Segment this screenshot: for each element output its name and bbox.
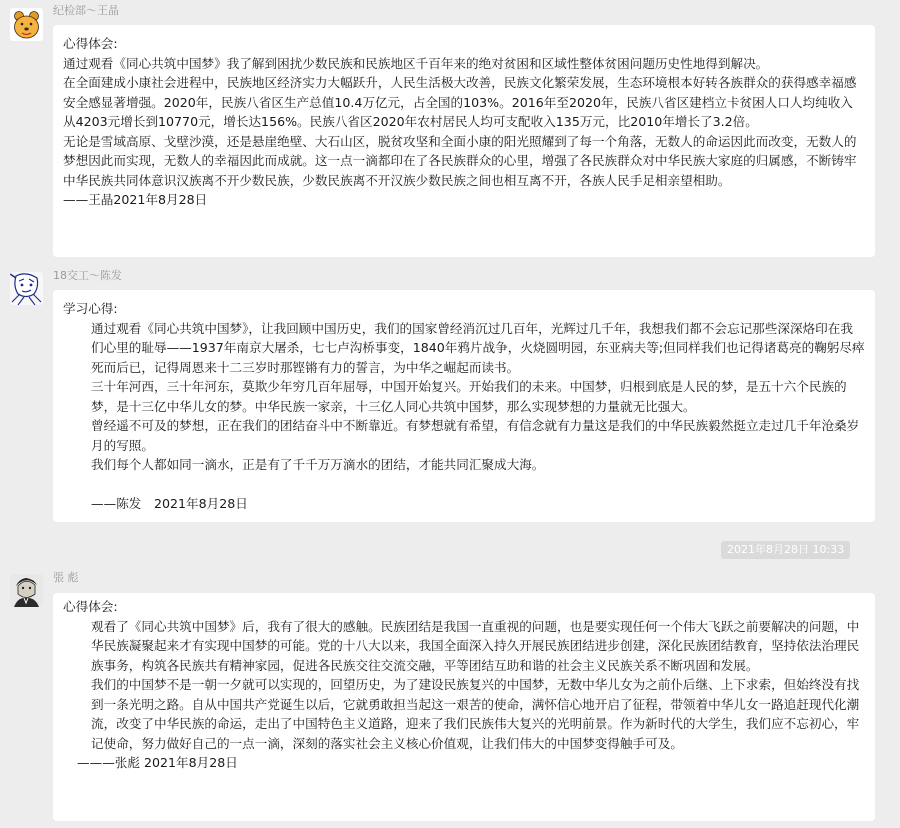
message-text: 无论是雪域高原、戈壁沙漠，还是悬崖绝壁、大石山区，脱贫攻坚和全面小康的阳光照耀到了每一个角落，无数人的命运因此而改变，无数人的梦想因此而实现，无数人的幸福因此而成就。这一点一滴都印在了各民族群众的心里，增强了各民族群众对中华民族大家庭的归属感，不断铸牢中华民族共同体意识汉族离不开少数民族，少数民族离不开汉族少数民族之间也相互离不开，各族人民手足相亲望相助。 <box>63 133 857 188</box>
message-text: 学习心得: <box>63 301 118 316</box>
sketch-avatar-icon[interactable] <box>10 272 43 305</box>
message-text: 通过观看《同心共筑中国梦》我了解到困扰少数民族和民族地区千百年来的绝对贫困和区域性整体贫困问题历史性地得到解决。 <box>63 55 769 71</box>
sender-name: 張 彪 <box>53 571 79 584</box>
message-bubble[interactable] <box>53 290 875 522</box>
portrait-avatar-icon[interactable] <box>10 574 43 607</box>
sender-name: 18交工～陈发 <box>53 269 122 282</box>
timestamp-badge: 2021年8月28日 10:33 <box>721 541 850 559</box>
message-text: 通过观看《同心共筑中国梦》，让我回顾中国历史，我们的国家曾经消沉过几百年，光辉过几千年，我想我们都不会忘记那些深深烙印在我们心里的耻辱——1937年南京大屠杀，七七卢沟桥事变，1840年鸦片战争，火烧圆明园，东亚病夫等;但同样我们也记得诸葛亮的鞠躬尽瘁死而后已，记得周恩来十二三岁时那铿锵有力的誓言，为中华之崛起而读书。 <box>91 320 865 375</box>
message-text: 我们的中国梦不是一朝一夕就可以实现的，回望历史，为了建设民族复兴的中国梦，无数中华儿女为之前仆后继、上下求索，但始终没有找到一条光明之路。自从中国共产党诞生以后，它就勇敢担当起这一艰苦的使命，满怀信心地开启了征程，带领着中华儿女一路追赶现代化潮流，改变了中华民族的命运，走出了中国特色主义道路，迎来了我们民族伟大复兴的光明前景。作为新时代的大学生，我们应不忘初心，牢记使命，努力做好自己的一点一滴，深刻的落实社会主义核心价值观，让我们伟大的中国梦变得触手可及。 <box>91 677 860 751</box>
message-signature: ——王晶2021年8月28日 <box>63 192 208 207</box>
message-text: 心得体会: <box>63 599 118 614</box>
winnie-pooh-avatar-icon[interactable] <box>10 8 43 41</box>
message-text: 曾经遥不可及的梦想，正在我们的团结奋斗中不断靠近。有梦想就有希望，有信念就有力量这是我们的中华民族毅然挺立走过几千年沧桑岁月的写照。 <box>91 418 860 453</box>
message-bubble[interactable] <box>53 593 875 821</box>
sender-name: 纪检部～王晶 <box>53 4 119 17</box>
message-signature: ———张彪 2021年8月28日 <box>77 755 238 770</box>
message-text: 我们每个人都如同一滴水，正是有了千千万万滴水的团结，才能共同汇聚成大海。 <box>91 457 545 472</box>
message-text: 在全面建成小康社会进程中，民族地区经济实力大幅跃升，人民生活极大改善，民族文化繁荣发展，生态环境根本好转各族群众的获得感幸福感安全感显著增强。2020年，民族八省区生产总值10.4万亿元，占全国的103%。2016年至2020年，民族八省区建档立卡贫困人口人均纯收入从4203元增长到10770元，增长达156%。民族八省区2020年农村居民人均可支配收入135万元，比2010年增长了3.2倍。 <box>63 75 857 129</box>
message-text: 心得体会: <box>63 36 118 51</box>
message-text: 三十年河西，三十年河东，莫欺少年穷几百年屈辱，中国开始复兴。开始我们的未来。中国梦，归根到底是人民的梦，是五十六个民族的梦，是十三亿中华儿女的梦。中华民族一家亲，十三亿人同心共筑中国梦，那么实现梦想的力量就无比强大。 <box>91 379 847 414</box>
message-text: 观看了《同心共筑中国梦》后，我有了很大的感触。民族团结是我国一直重视的问题，也是要实现任何一个伟大飞跃之前要解决的问题，中华民族凝聚起来才有实现中国梦的可能。党的十八大以来，我国全面深入持久开展民族团结进步创建，深化民族团结教育，坚持依法治理民族事务，构筑各民族共有精神家园，促进各民族交往交流交融，平等团结互助和谐的社会主义民族关系不断巩固和发展。 <box>91 618 860 673</box>
message-signature: ——陈发 2021年8月28日 <box>91 496 248 511</box>
message-bubble[interactable] <box>53 25 875 257</box>
